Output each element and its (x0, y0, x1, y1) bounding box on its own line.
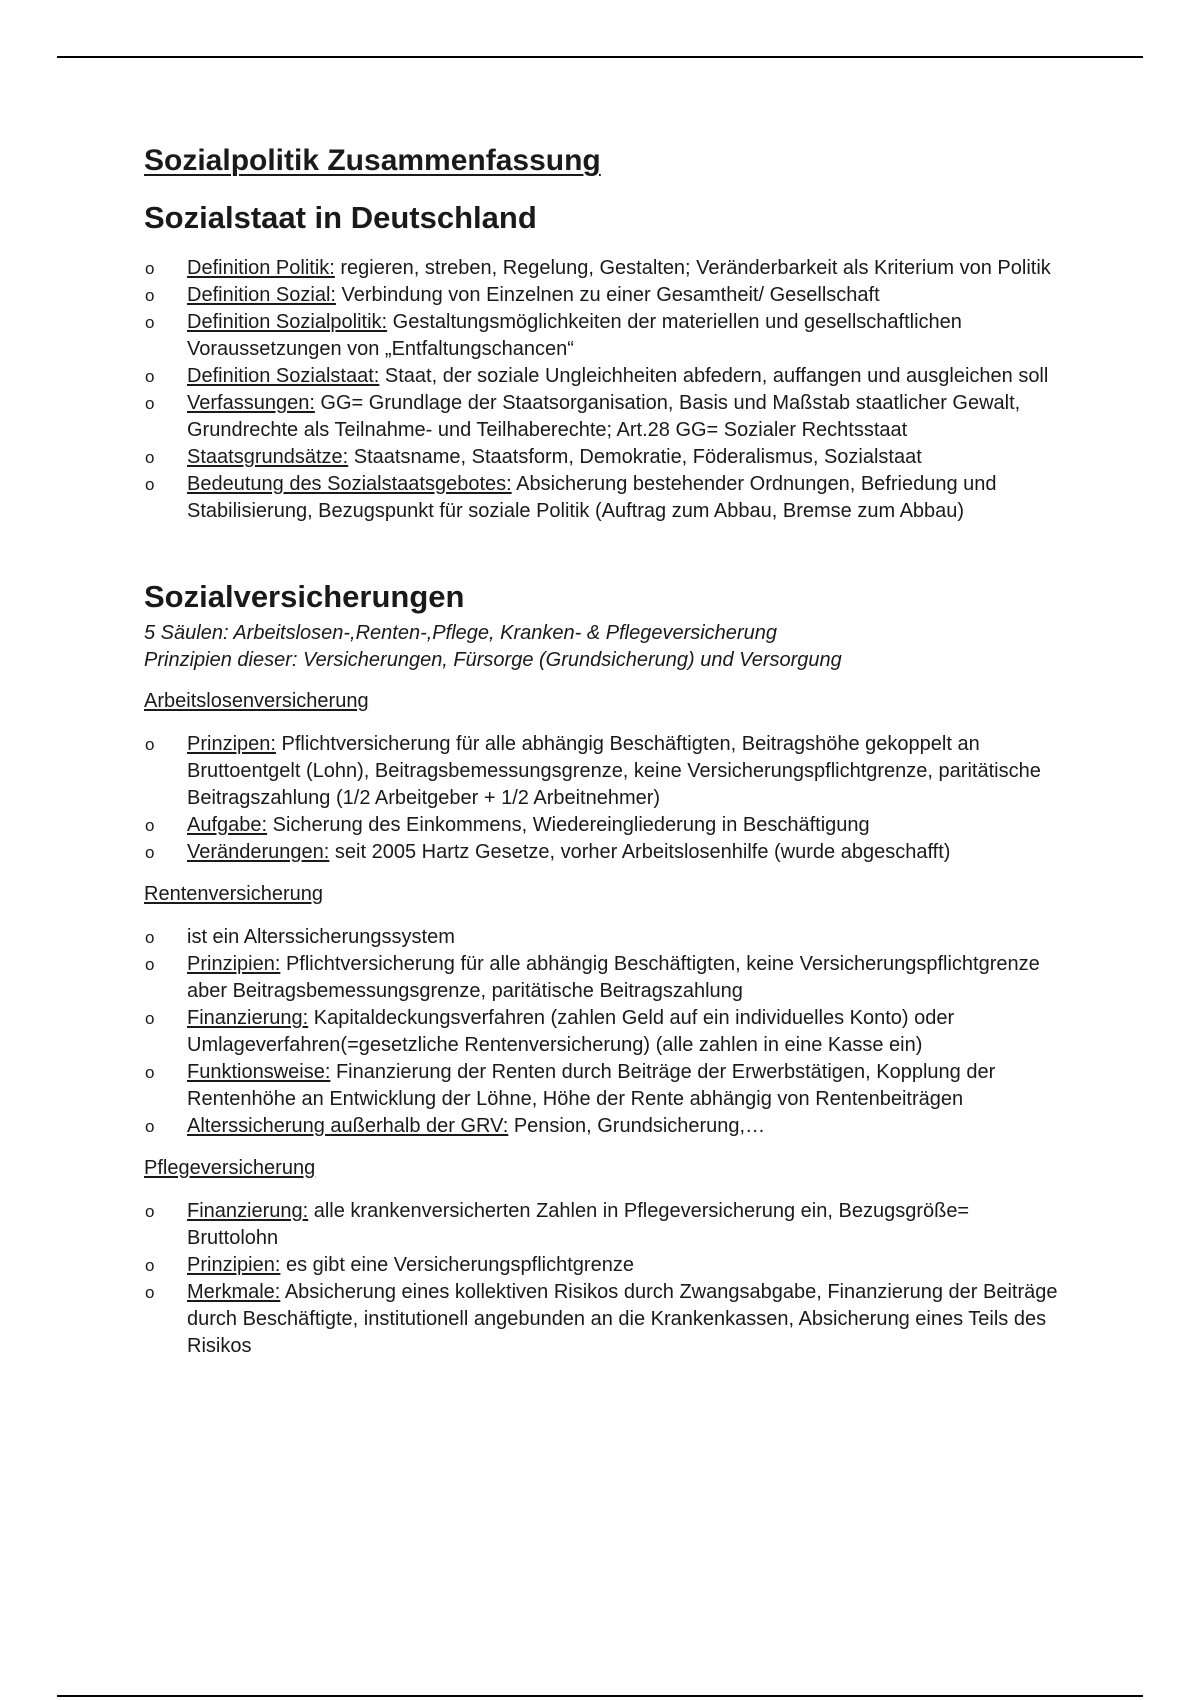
bullet-icon: o (145, 1009, 155, 1028)
list-item: o Finanzierung: alle krankenversicherten Zahlen in Pflegeversicherung ein, Bezugsgröße= Bruttolohn (145, 1200, 970, 1249)
section-heading-sozialstaat: Sozialstaat in Deutschland (144, 200, 537, 235)
document-title: Sozialpolitik Zusammenfassung (144, 144, 601, 177)
list-item: o Staatsgrundsätze: Staatsname, Staatsform, Demokratie, Föderalismus, Sozialstaat (144, 444, 1064, 471)
list-item: o Merkmale: Absicherung eines kollektiven Risikos durch Zwangsabgabe, Finanzierung der Beiträge durch Beschäftigte, institutionell angebunden an die Krankenkassen, Absicherung eines Teils des Risikos (145, 1281, 1058, 1357)
bullet-icon: o (145, 448, 155, 467)
arbeitslosen-list (144, 731, 1064, 866)
list-item: o Prinzipien: Pflichtversicherung für alle abhängig Beschäftigten, keine Versicherungspflichtgrenze aber Beitragsbemessungsgrenze, paritätische Beitragszahlung (145, 953, 1040, 1002)
list-item: o Prinzipien: es gibt eine Versicherungspflichtgrenze (144, 1252, 1064, 1279)
list-item: o Definition Sozial: Verbindung von Einzelnen zu einer Gesamtheit/ Gesellschaft (144, 282, 1064, 309)
list-item: o Aufgabe: Sicherung des Einkommens, Wiedereingliederung in Beschäftigung (144, 812, 1064, 839)
subheading-rentenversicherung: Rentenversicherung (144, 883, 323, 905)
list-item: o Bedeutung des Sozialstaatsgebotes: Absicherung bestehender Ordnungen, Befriedung und Stabilisierung, Bezugspunkt für soziale Politik (Auftrag zum Abbau, Bremse zum Abbau) (145, 473, 997, 522)
list-item: o Verfassungen: GG= Grundlage der Staatsorganisation, Basis und Maßstab staatlicher Gewalt, Grundrechte als Teilnahme- und Teilhaberechte; Art.28 GG= Sozialer Rechtsstaat (145, 392, 1021, 441)
bullet-icon: o (145, 955, 155, 974)
list-item: o Veränderungen: seit 2005 Hartz Gesetze, vorher Arbeitslosenhilfe (wurde abgeschafft) (144, 839, 1064, 866)
bullet-icon: o (145, 816, 155, 835)
bullet-icon: o (145, 367, 155, 386)
bullet-icon: o (145, 1202, 155, 1221)
list-item: o Prinzipen: Pflichtversicherung für alle abhängig Beschäftigten, Beitragshöhe gekoppelt an Bruttoentgelt (Lohn), Beitragsbemessungsgrenze, keine Versicherungspflichtgrenze, paritätische Beitragszahlung (1/2 Arbeitgeber + 1/2 Arbeitnehmer) (145, 733, 1041, 809)
list-item: o ist ein Alterssicherungssystem (144, 924, 1064, 951)
list-item: o Definition Sozialstaat: Staat, der soziale Ungleichheiten abfedern, auffangen und ausgleichen soll (144, 363, 1064, 390)
intro-line-saeulen: 5 Säulen: Arbeitslosen-,Renten-,Pflege, Kranken- & Pflegeversicherung (144, 622, 777, 644)
pflege-list (144, 1198, 1064, 1360)
intro-line-prinzipien: Prinzipien dieser: Versicherungen, Fürsorge (Grundsicherung) und Versorgung (144, 649, 842, 671)
bottom-rule (57, 1695, 1143, 1697)
bullet-icon: o (145, 1117, 155, 1136)
list-item: o Funktionsweise: Finanzierung der Renten durch Beiträge der Erwerbstätigen, Kopplung der Rentenhöhe an Entwicklung der Löhne, Höhe der Rente abhängig von Rentenbeiträgen (145, 1061, 996, 1110)
bullet-icon: o (145, 394, 155, 413)
bullet-icon: o (145, 1283, 155, 1302)
sozialstaat-list (144, 255, 1064, 525)
list-item: o Alterssicherung außerhalb der GRV: Pension, Grundsicherung,… (144, 1113, 1064, 1140)
renten-list (144, 924, 1064, 1140)
bullet-icon: o (145, 1063, 155, 1082)
bullet-icon: o (145, 286, 155, 305)
list-item: o Definition Politik: regieren, streben, Regelung, Gestalten; Veränderbarkeit als Kriterium von Politik (144, 255, 1064, 282)
top-rule (57, 56, 1143, 58)
bullet-icon: o (145, 843, 155, 862)
subheading-arbeitslosenversicherung: Arbeitslosenversicherung (144, 690, 369, 712)
bullet-icon: o (145, 313, 155, 332)
bullet-icon: o (145, 1256, 155, 1275)
list-item: o Finanzierung: Kapitaldeckungsverfahren (zahlen Geld auf ein individuelles Konto) oder Umlageverfahren(=gesetzliche Rentenversicherung) (alle zahlen in eine Kasse ein) (145, 1007, 955, 1056)
section-heading-sozialversicherungen: Sozialversicherungen (144, 579, 465, 614)
bullet-icon: o (145, 475, 155, 494)
bullet-icon: o (145, 259, 155, 278)
subheading-pflegeversicherung: Pflegeversicherung (144, 1157, 316, 1179)
document-body (144, 140, 1064, 1360)
bullet-icon: o (145, 735, 155, 754)
bullet-icon: o (145, 928, 155, 947)
list-item: o Definition Sozialpolitik: Gestaltungsmöglichkeiten der materiellen und gesellschaftlichen Voraussetzungen von „Entfaltungschancen“ (145, 311, 962, 360)
